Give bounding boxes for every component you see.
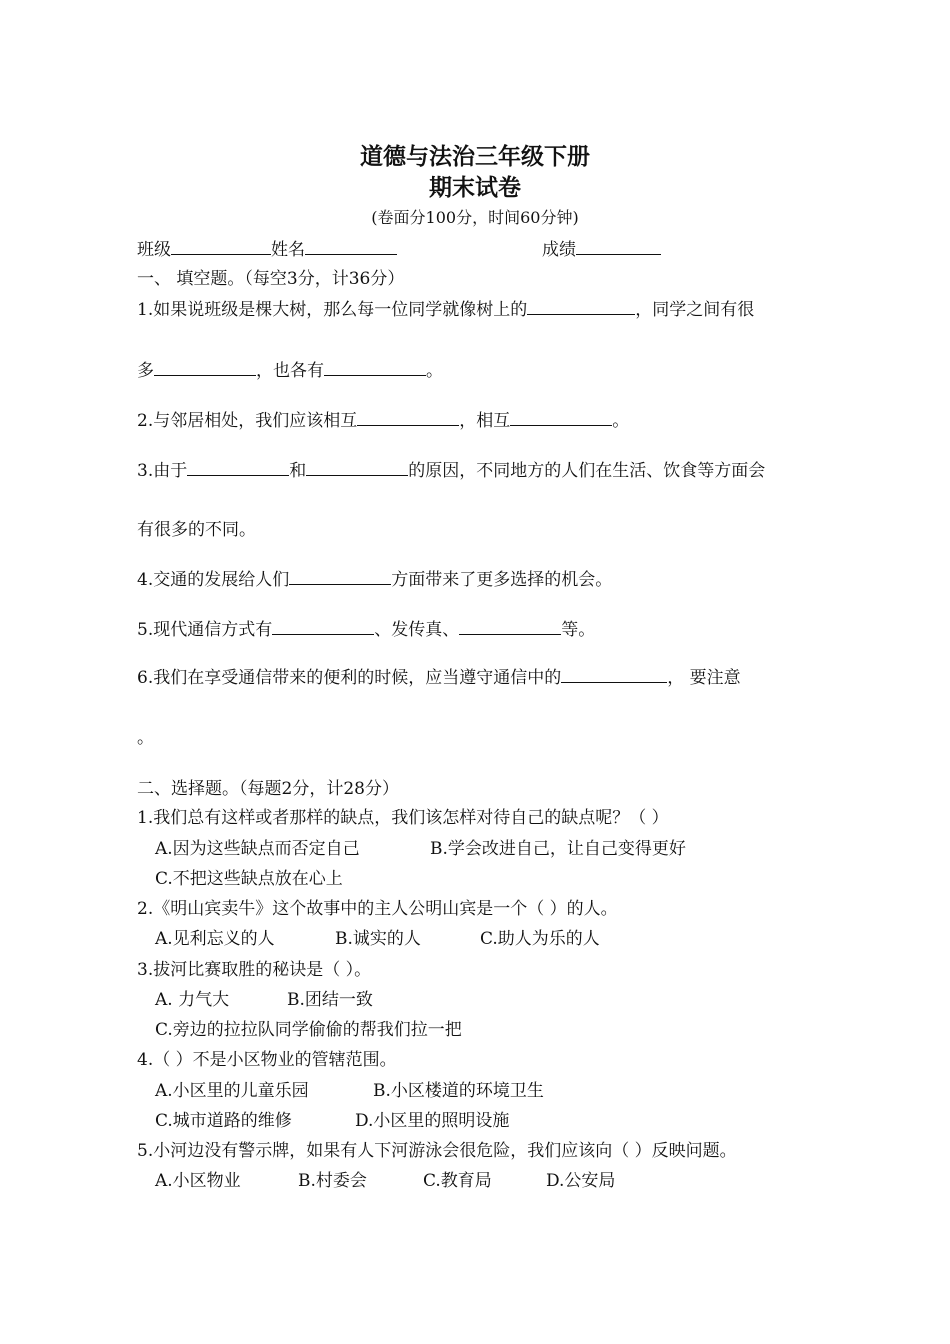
option-c[interactable]: C.不把这些缺点放在心上 xyxy=(155,869,343,889)
option-a[interactable]: A.小区里的儿童乐园 xyxy=(155,1081,309,1101)
option-c[interactable]: C.旁边的拉拉队同学偷偷的帮我们拉一把 xyxy=(155,1020,462,1040)
answer-blank[interactable] xyxy=(272,618,374,635)
fill-question-3: 3.由于 和 的原因，不同地方的人们在生活、饮食等方面会 xyxy=(137,461,766,481)
fill-question-6-cont: 。 xyxy=(137,728,154,748)
answer-blank[interactable] xyxy=(459,618,561,635)
class-blank[interactable] xyxy=(171,238,271,255)
option-b[interactable]: B.诚实的人 xyxy=(335,929,421,949)
option-c[interactable]: C.城市道路的维修 xyxy=(155,1111,292,1131)
option-c[interactable]: C.教育局 xyxy=(423,1171,492,1191)
option-d[interactable]: D.公安局 xyxy=(546,1171,616,1191)
answer-blank[interactable] xyxy=(154,359,256,376)
answer-blank[interactable] xyxy=(289,568,391,585)
choice-question-5-stem: 5.小河边没有警示牌，如果有人下河游泳会很危险，我们应该向（ ）反映问题。 xyxy=(137,1141,737,1161)
answer-blank[interactable] xyxy=(527,298,635,315)
section1-heading: 一、 填空题。（每空3分，计36分） xyxy=(137,269,405,289)
fill-question-4: 4.交通的发展给人们 方面带来了更多选择的机会。 xyxy=(137,570,613,590)
choice-question-2-options xyxy=(155,928,600,950)
class-label: 班级 xyxy=(137,240,171,260)
name-blank[interactable] xyxy=(305,238,397,255)
option-b[interactable]: B.小区楼道的环境卫生 xyxy=(373,1081,544,1101)
answer-blank[interactable] xyxy=(187,459,289,476)
option-b[interactable]: B.村委会 xyxy=(298,1171,367,1191)
score-blank[interactable] xyxy=(576,238,661,255)
fill-question-6: 6.我们在享受通信带来的便利的时候，应当遵守通信中的 ， 要注意 xyxy=(137,668,741,688)
answer-blank[interactable] xyxy=(357,409,459,426)
option-b[interactable]: B.团结一致 xyxy=(287,990,373,1010)
option-c[interactable]: C.助人为乐的人 xyxy=(480,929,600,949)
score-label: 成绩 xyxy=(542,240,576,260)
choice-question-5-options xyxy=(155,1170,615,1192)
choice-question-4-stem: 4.（ ）不是小区物业的管辖范围。 xyxy=(137,1050,397,1070)
choice-question-3-stem: 3.拔河比赛取胜的秘诀是（ ）。 xyxy=(137,960,372,980)
choice-question-1-stem: 1.我们总有这样或者那样的缺点，我们该怎样对待自己的缺点呢？（ ） xyxy=(137,808,669,828)
choice-question-3-options-2 xyxy=(155,1019,462,1041)
option-a[interactable]: A.因为这些缺点而否定自己 xyxy=(155,839,360,859)
fill-question-3-cont: 有很多的不同。 xyxy=(137,520,256,540)
option-a[interactable]: A. 力气大 xyxy=(155,990,230,1010)
choice-question-1-options xyxy=(155,838,686,860)
name-label: 姓名 xyxy=(271,240,305,260)
option-a[interactable]: A.小区物业 xyxy=(155,1171,241,1191)
choice-question-3-options xyxy=(155,989,373,1011)
choice-question-2-stem: 2.《明山宾卖牛》这个故事中的主人公明山宾是一个（ ）的人。 xyxy=(137,899,618,919)
answer-blank[interactable] xyxy=(306,459,408,476)
option-a[interactable]: A.见利忘义的人 xyxy=(155,929,275,949)
answer-blank[interactable] xyxy=(510,409,612,426)
fill-question-1: 1.如果说班级是棵大树，那么每一位同学就像树上的 ，同学之间有很 xyxy=(137,300,755,320)
exam-subtitle-title: 期末试卷 xyxy=(429,174,521,201)
choice-question-4-options-2 xyxy=(155,1110,509,1132)
option-b[interactable]: B.学会改进自己，让自己变得更好 xyxy=(430,839,686,859)
fill-question-5: 5.现代通信方式有 、发传真、 等。 xyxy=(137,620,596,640)
fill-question-1-cont: 多 ，也各有 。 xyxy=(137,361,443,381)
exam-title: 道德与法治三年级下册 xyxy=(360,143,590,170)
answer-blank[interactable] xyxy=(561,666,667,683)
student-info-row xyxy=(137,238,661,261)
choice-question-1-options-2 xyxy=(155,868,343,890)
choice-question-4-options xyxy=(155,1080,544,1102)
exam-info: (卷面分100分，时间60分钟) xyxy=(371,208,579,227)
section2-heading: 二、选择题。（每题2分，计28分） xyxy=(137,779,399,799)
option-d[interactable]: D.小区里的照明设施 xyxy=(355,1111,510,1131)
answer-blank[interactable] xyxy=(324,359,426,376)
fill-question-2: 2.与邻居相处，我们应该相互 ，相互 。 xyxy=(137,411,630,431)
